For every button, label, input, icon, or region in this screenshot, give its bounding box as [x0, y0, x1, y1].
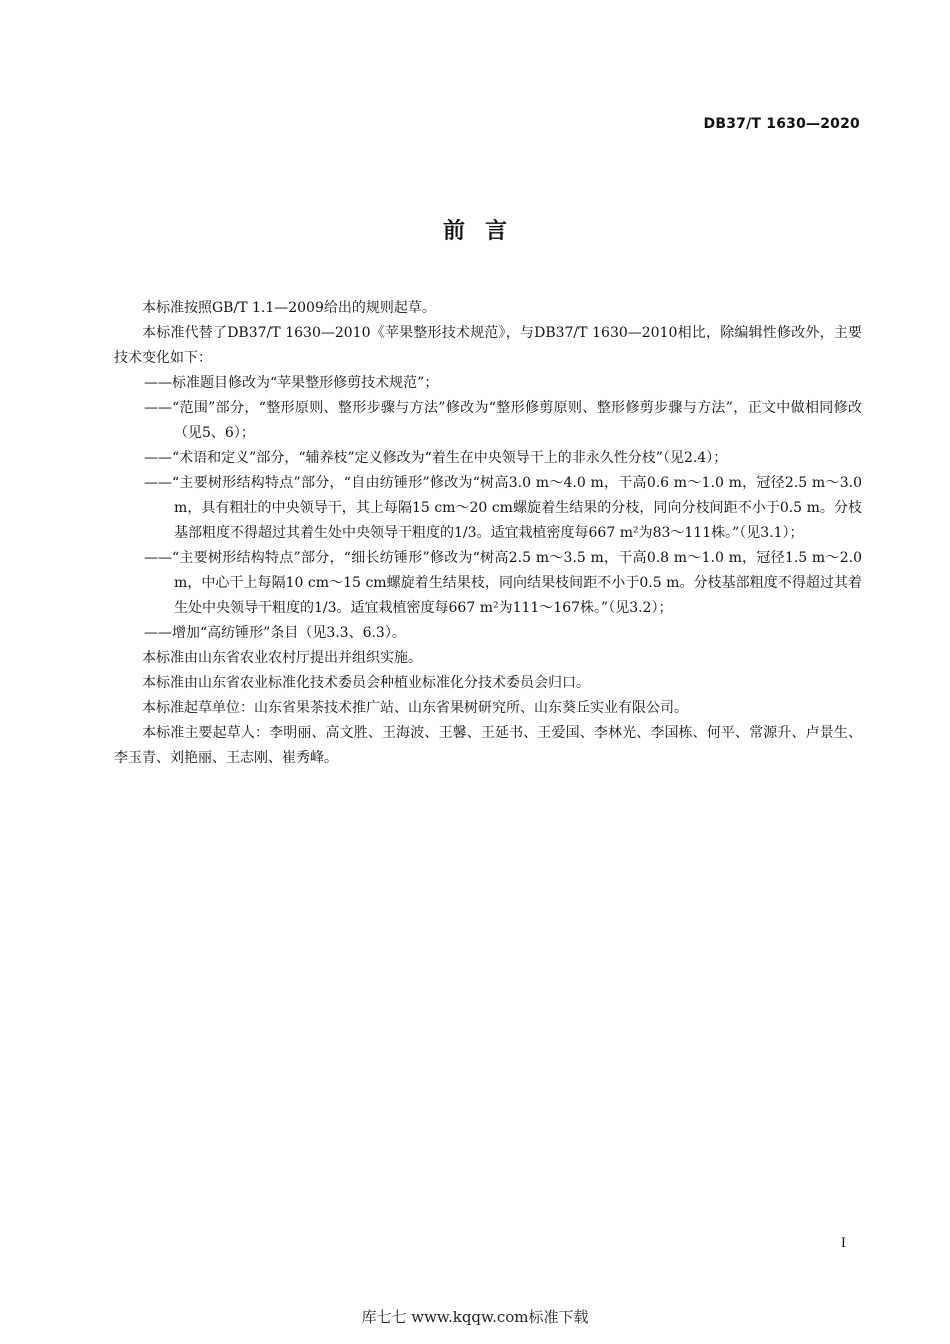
footer-watermark: 库七七 www.kqqw.com标准下载 — [361, 1308, 589, 1326]
page-title: 前言 — [442, 219, 527, 244]
change-item: ——“范围”部分，“整形原则、整形步骤与方法”修改为“整形修剪原则、整形修剪步骤与方法”，正文中做相同修改（见5、6）； — [144, 400, 862, 441]
closing-paragraph: 本标准由山东省农业标准化技术委员会种植业标准化分技术委员会归口。 — [142, 675, 590, 691]
change-item: ——标准题目修改为“苹果整形修剪技术规范”； — [144, 375, 439, 391]
closing-paragraph: 本标准起草单位：山东省果茶技术推广站、山东省果树研究所、山东葵丘实业有限公司。 — [142, 700, 688, 716]
change-item: ——“主要树形结构特点”部分，“细长纺锤形”修改为“树高2.5 m～3.5 m，干高0.8 m～1.0 m，冠径1.5 m～2.0 m，中心干上每隔10 cm～15 cm螺旋着生结果枝，同向结果枝间距不小于0.5 m。分枝基部粗度不得超过其着生处中央领导干粗度的1/3。适宜栽植密度每667 m²为111～167株。”（见3.2）； — [144, 550, 862, 616]
intro-paragraph: 本标准代替了DB37/T 1630—2010《苹果整形技术规范》，与DB37/T 1630—2010相比，除编辑性修改外，主要技术变化如下： — [114, 325, 862, 366]
intro-paragraph: 本标准按照GB/T 1.1—2009给出的规则起草。 — [142, 300, 436, 316]
page-number: I — [840, 1236, 846, 1251]
change-item: ——“主要树形结构特点”部分，“自由纺锤形”修改为“树高3.0 m～4.0 m，干高0.6 m～1.0 m，冠径2.5 m～3.0 m，具有粗壮的中央领导干，其上每隔15 cm～20 cm螺旋着生结果的分枝，同向分枝间距不小于0.5 m。分枝基部粗度不得超过其着生处中央领导干粗度的1/3。适宜栽植密度每667 m²为83～111株。”（见3.1）； — [144, 475, 862, 541]
closing-paragraph: 本标准由山东省农业农村厅提出并组织实施。 — [142, 650, 422, 666]
closing-paragraph: 本标准主要起草人：李明丽、高文胜、王海波、王馨、王延书、王爱国、李林光、李国栋、何平、常源升、卢景生、李玉青、刘艳丽、王志刚、崔秀峰。 — [114, 725, 862, 766]
document-code: DB37/T 1630—2020 — [703, 116, 860, 132]
change-item: ——增加“高纺锤形”条目（见3.3、6.3）。 — [144, 625, 406, 641]
document-body — [114, 296, 862, 771]
change-item: ——“术语和定义”部分，“辅养枝”定义修改为“着生在中央领导干上的非永久性分枝”（见2.4）； — [144, 450, 728, 466]
